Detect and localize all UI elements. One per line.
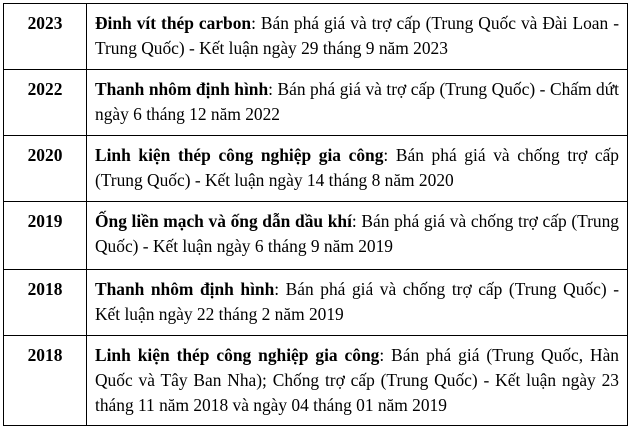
case-details: : Bán phá giá (Trung Quốc, Hàn Quốc và Tây Ban Nha); Chống trợ cấp (Trung Quốc) - Kết luận ngày 23 tháng 11 năm 2018 và ngày 04 tháng 01 năm 2019 [95, 345, 619, 415]
case-details: : Bán phá giá và chống trợ cấp (Trung Quốc) - Kết luận ngày 6 tháng 9 năm 2019 [95, 211, 619, 256]
table-row [4, 136, 628, 202]
year-cell: 2022 [4, 70, 87, 136]
trade-remedy-table [3, 3, 628, 426]
year-cell: 2019 [4, 202, 87, 270]
product-name: Đinh vít thép carbon [95, 13, 252, 33]
year-cell: 2020 [4, 136, 87, 202]
table-row [4, 270, 628, 336]
year-cell: 2023 [4, 4, 87, 70]
description-cell [87, 270, 628, 336]
product-name: Ống liền mạch và ống dẫn dầu khí [95, 211, 352, 231]
table-row [4, 4, 628, 70]
description-cell [87, 70, 628, 136]
table-row [4, 336, 628, 426]
table-row [4, 70, 628, 136]
description-cell [87, 4, 628, 70]
case-details: : Bán phá giá và chống trợ cấp (Trung Quốc) - Kết luận ngày 22 tháng 2 năm 2019 [95, 279, 619, 324]
product-name: Thanh nhôm định hình [95, 79, 269, 99]
description-cell [87, 336, 628, 426]
table-row [4, 202, 628, 270]
case-details: : Bán phá giá và chống trợ cấp (Trung Quốc) - Kết luận ngày 14 tháng 8 năm 2020 [95, 145, 619, 190]
description-cell [87, 202, 628, 270]
case-details: : Bán phá giá và trợ cấp (Trung Quốc) - Chấm dứt ngày 6 tháng 12 năm 2022 [95, 79, 619, 124]
case-details: : Bán phá giá và trợ cấp (Trung Quốc và Đài Loan - Trung Quốc) - Kết luận ngày 29 tháng 9 năm 2023 [95, 13, 619, 58]
year-cell: 2018 [4, 336, 87, 426]
product-name: Thanh nhôm định hình [95, 279, 275, 299]
description-cell [87, 136, 628, 202]
year-cell: 2018 [4, 270, 87, 336]
product-name: Linh kiện thép công nghiệp gia công [95, 145, 384, 165]
product-name: Linh kiện thép công nghiệp gia công [95, 345, 380, 365]
